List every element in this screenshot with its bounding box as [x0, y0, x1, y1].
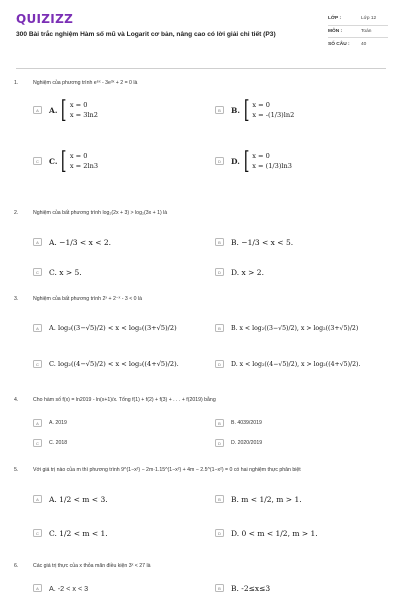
option-letter-box: B: [215, 106, 224, 114]
option-d[interactable]: [215, 356, 360, 372]
option-text: A. log₂((3−√5)/2) < x < log₂((3+√5)/2): [49, 324, 177, 332]
option-a[interactable]: [33, 415, 67, 431]
option-b[interactable]: [215, 96, 295, 124]
meta-key: SỐ CÂU :: [328, 41, 350, 47]
option-letter-box: D: [215, 157, 224, 165]
equation-system: [59, 98, 98, 122]
equation-system: [242, 149, 292, 173]
question-number: 2.: [14, 210, 19, 216]
option-letter-box: D: [215, 439, 224, 447]
option-b[interactable]: [215, 580, 270, 596]
system-line: x = (1/3)ln3: [252, 162, 292, 170]
option-a[interactable]: [33, 96, 98, 124]
system-line: x = 0: [252, 101, 270, 109]
option-letter-box: C: [33, 360, 42, 368]
option-text: C. 1/2 < m < 1.: [49, 528, 108, 538]
option-text: B. m < 1/2, m > 1.: [231, 494, 302, 504]
meta-value: Toán: [361, 28, 372, 34]
option-letter-box: B: [215, 238, 224, 246]
option-letter-box: A: [33, 419, 42, 427]
question-text: Các giá trị thực của x thỏa mãn điều kiện 3ˣ < 27 là: [33, 563, 151, 569]
option-b[interactable]: [215, 415, 262, 431]
question-text: Với giá trị nào của m thì phương trình 9^(1−x²) − 2m·1.15^(1−x²) + 4m − 2.5^(1−x²) = 0 có hai nghiệm thực phân biệt: [33, 467, 301, 473]
meta-count: [328, 38, 388, 51]
system-line: x = -(1/3)ln2: [252, 111, 295, 119]
option-letter-box: A: [33, 495, 42, 503]
worksheet-header: [0, 0, 400, 70]
question-text: Nghiệm của bất phương trình log₂(2x + 3) > log₂(3x + 1) là: [33, 210, 168, 216]
option-text: A. -2 < x < 3: [49, 583, 89, 593]
option-label: A.: [49, 105, 58, 115]
option-a[interactable]: [33, 580, 88, 596]
option-text: B. -2≤x≤3: [231, 583, 271, 593]
meta-subject: [328, 26, 388, 39]
quizizz-logo: QUIZIZZ: [16, 12, 74, 26]
option-letter-box: A: [33, 584, 42, 592]
option-letter-box: C: [33, 268, 42, 276]
system-line: x = 3ln2: [69, 111, 98, 119]
option-d[interactable]: [215, 264, 264, 280]
option-text: A. 2019: [49, 420, 67, 426]
option-letter-box: C: [33, 439, 42, 447]
question-number: 3.: [14, 296, 19, 302]
meta-value: 40: [361, 41, 367, 47]
worksheet-meta: [328, 13, 388, 51]
meta-class: [328, 13, 388, 26]
brace-glyph: [: [61, 96, 67, 124]
option-text: A. 1/2 < m < 3.: [49, 494, 108, 504]
option-letter-box: B: [215, 419, 224, 427]
option-letter-box: B: [215, 584, 224, 592]
option-text: D. 2020/2019: [231, 440, 263, 446]
option-letter-box: D: [215, 268, 224, 276]
option-letter-box: D: [215, 529, 224, 537]
option-text: B. 4039/2019: [231, 420, 262, 426]
equation-system: [59, 149, 98, 173]
option-text: B. x < log₂((3−√5)/2), x > log₂((3+√5)/2): [231, 324, 359, 332]
option-text: A. −1/3 < x < 2.: [49, 237, 112, 247]
system-line: x = 0: [252, 152, 270, 160]
system-line: x = 0: [69, 101, 88, 109]
brace-glyph: [: [243, 147, 250, 175]
brace-glyph: [: [61, 147, 67, 175]
system-line: x = 2ln3: [69, 162, 99, 170]
option-text: B. −1/3 < x < 5.: [231, 237, 294, 247]
option-letter-box: A: [33, 106, 42, 114]
question-text: Nghiệm của bất phương trình 2ˣ + 2⁻ˣ - 3 < 0 là: [33, 296, 143, 302]
question-number: 6.: [14, 563, 19, 569]
option-label: D.: [231, 156, 240, 166]
option-c[interactable]: [33, 525, 108, 541]
option-b[interactable]: [215, 320, 358, 336]
option-d[interactable]: [215, 147, 292, 175]
option-a[interactable]: [33, 234, 111, 250]
option-text: D. 0 < m < 1/2, m > 1.: [231, 528, 318, 538]
meta-value: Lớp 12: [361, 16, 377, 22]
equation-system: [242, 98, 294, 122]
option-text: D. x < log₂((4−√5)/2), x > log₂((4+√5)/2).: [231, 360, 361, 368]
question-text: Cho hàm số f(x) = ln2019 - ln(x+1)/x. Tổng f(1) + f(2) + f(3) + . . . + f(2019) bằng: [33, 397, 216, 403]
meta-key: MÔN :: [328, 28, 343, 34]
option-text: C. log₂((4−√5)/2) < x < log₂((4+√5)/2).: [49, 360, 179, 368]
question-number: 5.: [14, 467, 19, 473]
option-letter-box: C: [33, 157, 42, 165]
brace-glyph: [: [243, 96, 250, 124]
option-d[interactable]: [215, 525, 318, 541]
question-number: 1.: [14, 80, 19, 86]
option-a[interactable]: [33, 320, 177, 336]
option-a[interactable]: [33, 491, 108, 507]
option-letter-box: D: [215, 360, 224, 368]
option-letter-box: B: [215, 495, 224, 503]
option-c[interactable]: [33, 356, 179, 372]
option-c[interactable]: [33, 435, 67, 451]
question-text: Nghiệm của phương trình e⁶ˣ - 3e³ˣ + 2 = 0 là: [33, 80, 138, 86]
option-letter-box: A: [33, 324, 42, 332]
option-c[interactable]: [33, 147, 99, 175]
option-text: C. 2018: [49, 440, 68, 446]
option-b[interactable]: [215, 234, 293, 250]
option-text: C. x > 5.: [49, 267, 82, 277]
meta-key: LỚP :: [328, 16, 342, 22]
option-label: B.: [231, 105, 240, 115]
header-divider: [16, 68, 386, 69]
option-letter-box: B: [215, 324, 224, 332]
option-letter-box: C: [33, 529, 42, 537]
question-number: 4.: [14, 397, 19, 403]
option-text: D. x > 2.: [231, 267, 264, 277]
system-line: x = 0: [69, 152, 88, 160]
option-c[interactable]: [33, 264, 82, 280]
option-d[interactable]: [215, 435, 262, 451]
option-b[interactable]: [215, 491, 302, 507]
option-letter-box: A: [33, 238, 42, 246]
option-label: C.: [49, 156, 58, 166]
worksheet-title: 300 Bài trắc nghiệm Hàm số mũ và Logarit cơ bản, nâng cao có lời giải chi tiết (P3): [16, 31, 276, 38]
